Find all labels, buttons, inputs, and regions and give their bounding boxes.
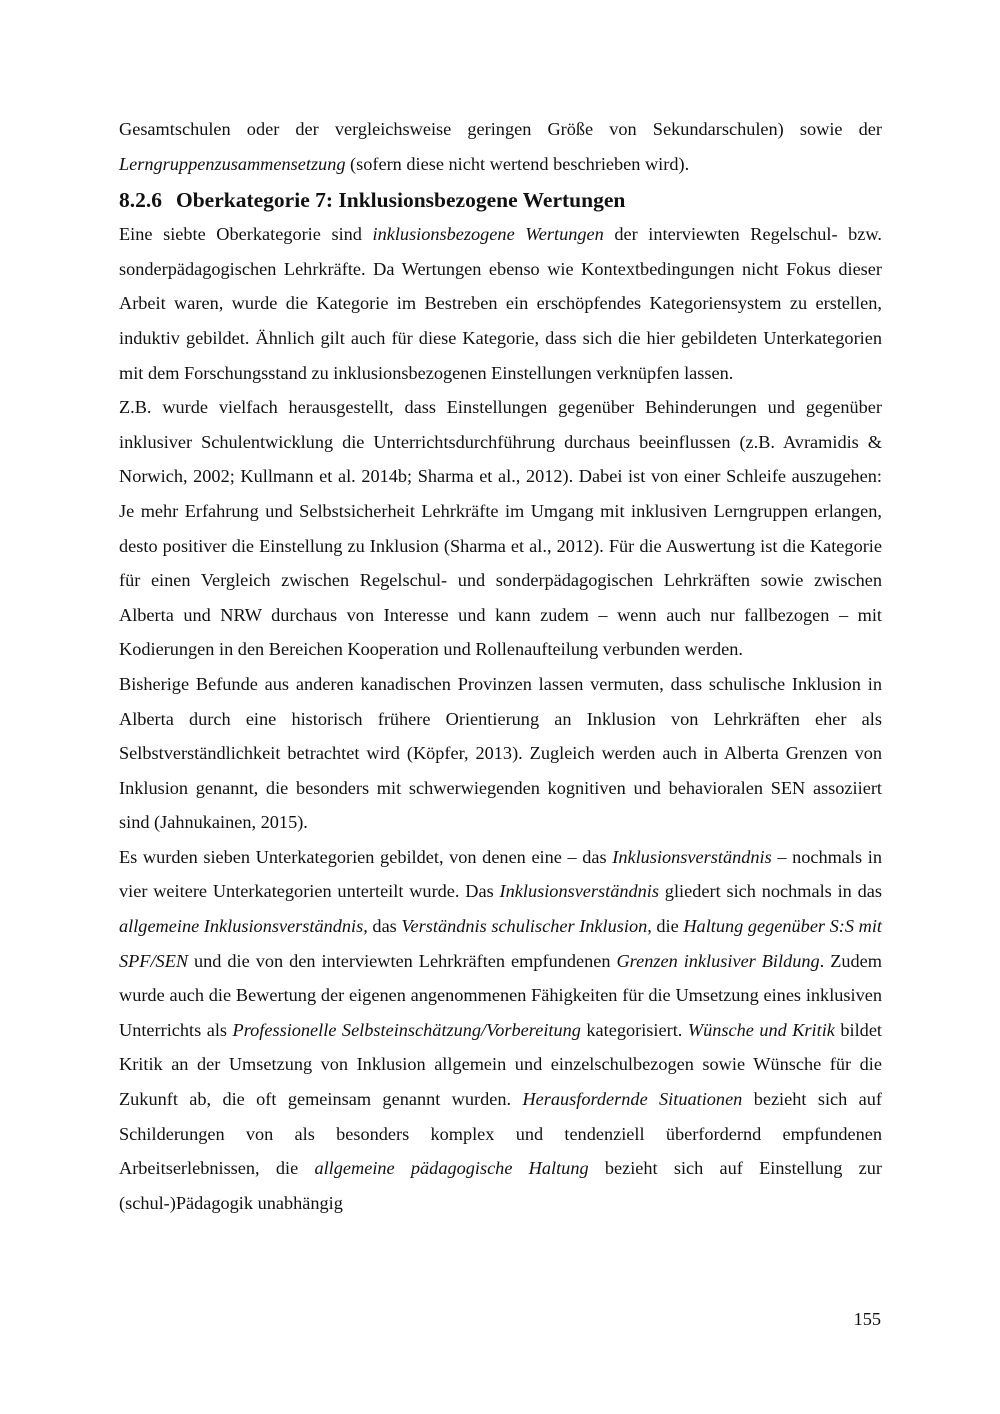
italic-term: inklusionsbezogene Wertungen [372, 224, 604, 245]
paragraph-4 [119, 840, 882, 1221]
text-run: bezieht sich auf Einstellung zur (schul-)Pädagogik unabhängig [119, 1158, 882, 1213]
italic-term: Inklusionsverständnis [612, 846, 772, 867]
italic-term: Lerngruppenzusammensetzung [119, 153, 346, 174]
text-run: kategorisiert. [580, 1019, 688, 1040]
page-body [119, 112, 882, 1220]
text-run: gliedert sich nochmals in das [659, 881, 882, 902]
italic-term: Verständnis schulischer Inklusion, [401, 916, 652, 937]
intro-paragraph [119, 112, 882, 181]
italic-term: Wünsche und Kritik [687, 1019, 835, 1040]
italic-term: Grenzen inklusiver Bildung [616, 950, 820, 971]
italic-term: Professionelle Selbsteinschätzung/Vorbereitung [232, 1019, 581, 1040]
section-number: 8.2.6 [119, 188, 162, 213]
text-run: Eine siebte Oberkategorie sind [119, 224, 373, 245]
paragraph-2: Z.B. wurde vielfach herausgestellt, dass Einstellungen gegenüber Behinderungen und gegenüber inklusiver Schulentwicklung die Unterrichtsdurchführung durchaus beeinflussen (z.B. Avramidis & Norwich, 2002; Kullmann et al. 2014b; Sharma et al., 2012). Dabei ist von einer Schleife auszugehen: Je mehr Erfahrung und Selbstsicherheit Lehrkräfte im Umgang mit inklusiven Lerngruppen erlangen, desto positiver die Einstellung zu Inklusion (Sharma et al., 2012). Für die Auswertung ist die Kategorie für einen Vergleich zwischen Regelschul- und sonderpädagogischen Lehrkräften sowie zwischen Alberta und NRW durchaus von Interesse und kann zudem – wenn auch nur fallbezogen – mit Kodierungen in den Bereichen Kooperation und Rollenaufteilung verbunden werden. [119, 397, 882, 660]
text-run: bildet Kritik an der Umsetzung von Inklusion allgemein und einzelschulbezogen sowie Wünsche für die Zukunft ab, die oft gemeinsam genannt wurden. [119, 1019, 883, 1110]
text-run: Es wurden sieben Unterkategorien gebildet, von denen eine – das [119, 846, 613, 867]
italic-term: Inklusionsverständnis [499, 881, 659, 902]
text-run: das [367, 916, 402, 937]
text-run: (sofern diese nicht wertend beschrieben wird). [345, 153, 690, 174]
paragraph-1 [119, 217, 882, 390]
page-number: 155 [853, 1309, 881, 1329]
section-heading [119, 184, 882, 216]
italic-term: allgemeine pädagogische Haltung [314, 1158, 589, 1179]
text-run: die [651, 916, 684, 937]
text-run: bezieht sich auf Schilderungen von als besonders komplex und tendenziell überfordernd empfundenen Arbeitserlebnissen, die [119, 1089, 882, 1179]
text-run: und die von den interviewten Lehrkräften empfundenen [188, 950, 617, 971]
text-run: der interviewten Regelschul- bzw. sonderpädagogischen Lehrkräfte. Da Wertungen ebenso wie Kontextbedingungen nicht Fokus dieser Arbeit waren, wurde die Kategorie im Bestreben ein erschöpfendes Kategoriensystem zu erstellen, induktiv gebildet. Ähnlich gilt auch für diese Kategorie, dass sich die hier gebildeten Unterkategorien mit dem Forschungsstand zu inklusionsbezogenen Einstellungen verknüpfen lassen. [119, 224, 883, 383]
italic-term: Herausfordernde Situationen [522, 1089, 743, 1110]
section-title: Oberkategorie 7: Inklusionsbezogene Wertungen [176, 188, 626, 213]
italic-term: Haltung gegenüber S:S mit SPF/SEN [119, 916, 882, 971]
italic-term: allgemeine Inklusionsverständnis, [119, 916, 368, 937]
text-run: – nochmals in vier weitere Unterkategorien unterteilt wurde. Das [119, 846, 882, 902]
text-run: Gesamtschulen oder der vergleichsweise geringen Größe von Sekundarschulen) sowie der [119, 119, 882, 139]
text-run: . Zudem wurde auch die Bewertung der eigenen angenommenen Fähigkeiten für die Umsetzung eines inklusiven Unterrichts als [119, 950, 882, 1040]
paragraph-3: Bisherige Befunde aus anderen kanadischen Provinzen lassen vermuten, dass schulische Inklusion in Alberta durch eine historisch frühere Orientierung an Inklusion von Lehrkräften eher als Selbstverständlichkeit betrachtet wird (Köpfer, 2013). Zugleich werden auch in Alberta Grenzen von Inklusion genannt, die besonders mit schwerwiegenden kognitiven und behavioralen SEN assoziiert sind (Jahnukainen, 2015). [119, 673, 882, 833]
